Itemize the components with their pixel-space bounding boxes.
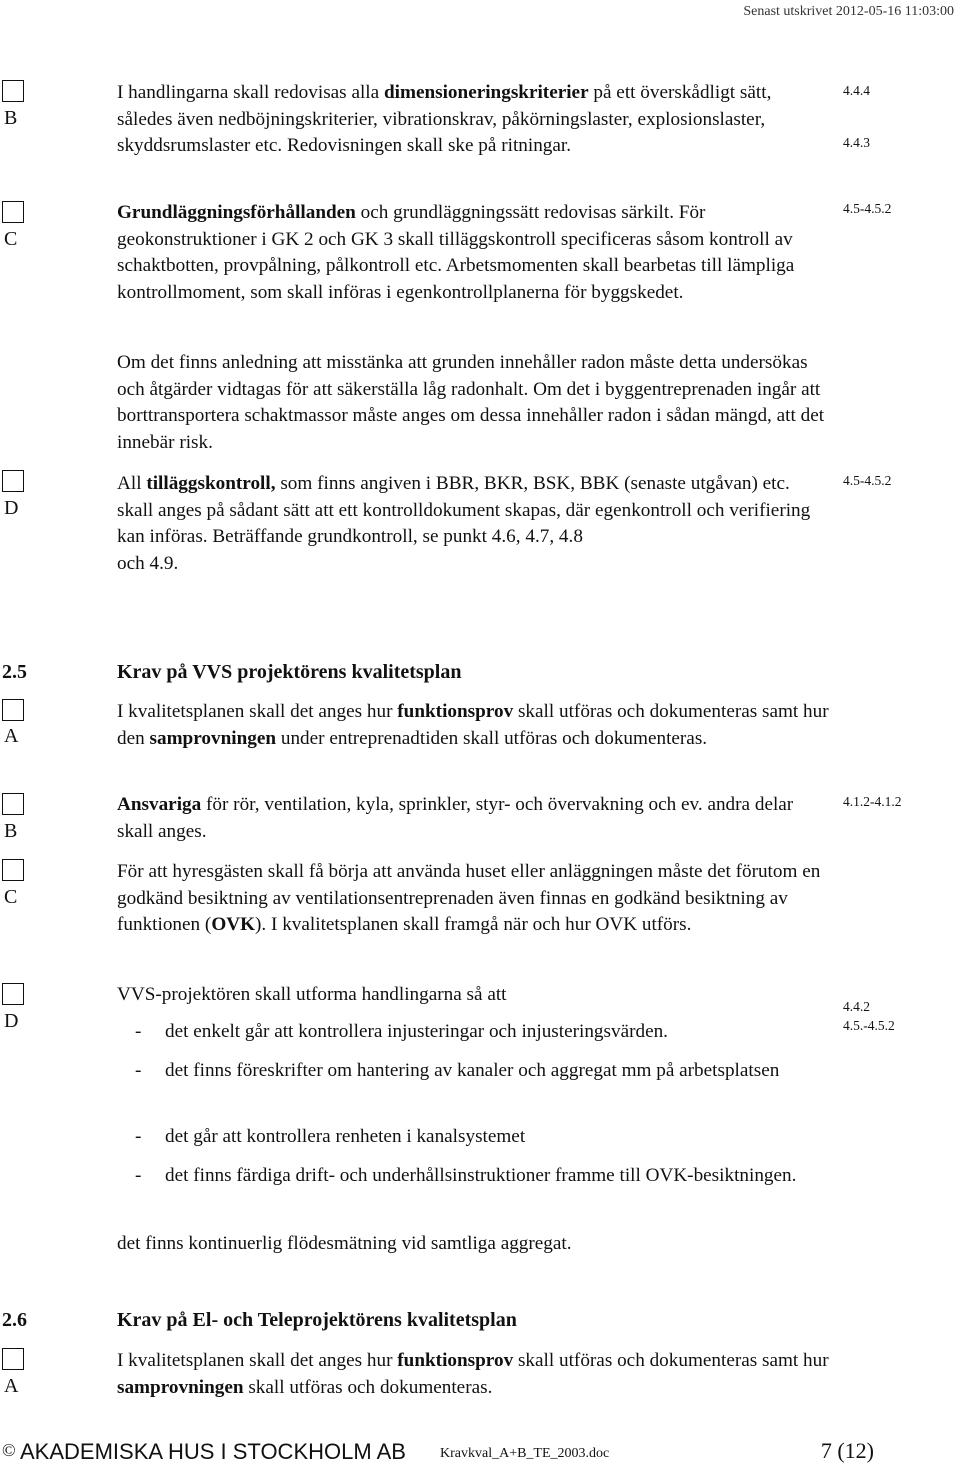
paragraph-flow-measurement: det finns kontinuerlig flödesmätning vid samtliga aggregat. [117, 1233, 572, 1254]
list-item: - det finns föreskrifter om hantering av kanaler och aggregat mm på arbetsplatsen [135, 1060, 780, 1081]
footer-document-name: Kravkval_A+B_TE_2003.doc [440, 1446, 610, 1461]
bold-term: funktionsprov [397, 701, 514, 722]
checkbox-letter-b: B [4, 820, 18, 842]
page-number: 7 (12) [820, 1438, 874, 1463]
reference-number: 4.4.4 [843, 83, 870, 98]
bold-term: Grundläggningsförhållanden [117, 202, 356, 223]
section-number: 2.6 [2, 1309, 27, 1331]
checkbox-letter-c: C [4, 886, 18, 908]
reference-number: 4.1.2-4.1.2 [843, 794, 902, 809]
copyright-icon: © [2, 1440, 16, 1460]
reference-number: 4.5-4.5.2 [843, 473, 892, 488]
paragraph-ovk: För att hyresgästen skall få börja att använda huset eller anläggningen måste det förutom en godkänd besiktning av ventilationsentreprenaden även finnas en godkänd besiktning av funktionen (OVK). I kvalitetsplanen skall framgå när och hur OVK utförs. [117, 861, 821, 936]
reference-number: 4.5.-4.5.2 [843, 1018, 895, 1033]
reference-number: 4.4.2 [843, 999, 870, 1014]
section-number: 2.5 [2, 661, 27, 683]
bold-term: OVK [211, 914, 256, 936]
reference-number: 4.4.3 [843, 135, 870, 150]
bold-term: tilläggskontroll, [146, 473, 276, 494]
list-item: - det finns färdiga drift- och underhållsinstruktioner framme till OVK-besiktningen. [135, 1165, 797, 1186]
checkbox-c[interactable] [2, 859, 24, 881]
paragraph-vvs-intro: VVS-projektören skall utforma handlingarna så att [117, 984, 507, 1005]
checkbox-c[interactable] [2, 201, 24, 223]
checkbox-a[interactable] [2, 699, 24, 721]
paragraph-foundation: Grundläggningsförhållanden och grundläggningssätt redovisas särkilt. För geokonstruktioner i GK 2 och GK 3 skall tilläggskontroll specificeras såsom kontroll av schaktbotten, provpålning, pålkontroll etc. Arbetsmomenten skall bearbetas till lämpliga kontrollmoment, som skall införas i egenkontrollplanerna för byggskedet. [117, 202, 795, 304]
checkbox-letter-d: D [4, 1010, 19, 1032]
paragraph-additional-control: All tilläggskontroll, som finns angiven i BBR, BKR, BSK, BBK (senaste utgåvan) etc. skall anges på sådant sätt att ett kontrolldokument skapas, där egenkontroll och verifiering kan införas. Beträffande grundkontroll, se punkt 4.6, 4.7, 4.8 och 4.9. [117, 473, 811, 575]
list-item: - det enkelt går att kontrollera injusteringar och injusteringsvärden. [135, 1021, 668, 1042]
checkbox-b[interactable] [2, 793, 24, 815]
paragraph-el-quality-plan: I kvalitetsplanen skall det anges hur funktionsprov skall utföras och dokumenteras samt hur samprovningen skall utföras och dokumenteras. [117, 1350, 829, 1398]
checkbox-letter-d: D [4, 497, 19, 519]
section-title: Krav på El- och Teleprojektörens kvalitetsplan [117, 1309, 517, 1331]
paragraph-dimensioning: I handlingarna skall redovisas alla dimensioneringskriterier på ett överskådligt sätt, således även nedböjningskriterier, vibrationskrav, påkörningslaster, explosionslaster, skyddsrumslaster etc. Redovisningen skall ske på ritningar. [117, 82, 772, 157]
bold-term: Ansvariga [117, 794, 202, 815]
checkbox-d[interactable] [2, 470, 24, 492]
checkbox-letter-c: C [4, 228, 18, 250]
paragraph-radon: Om det finns anledning att misstänka att grunden innehåller radon måste detta undersökas och åtgärder vidtagas för att säkerställa låg radonhalt. Om det i byggentreprenaden ingår att borttransportera schaktmassor måste anges om dessa innehåller radon i sådan mängd, att det innebär risk. [117, 352, 825, 454]
paragraph-vvs-quality-plan: I kvalitetsplanen skall det anges hur funktionsprov skall utföras och dokumenteras samt hur den samprovningen under entreprenadtiden skall utföras och dokumenteras. [117, 701, 829, 749]
paragraph-responsibles: Ansvariga för rör, ventilation, kyla, sprinkler, styr- och övervakning och ev. andra delar skall anges. [117, 794, 794, 842]
bold-term: funktionsprov [397, 1350, 514, 1371]
bold-term: dimensioneringskriterier [383, 82, 589, 103]
section-title: Krav på VVS projektörens kvalitetsplan [117, 661, 462, 683]
footer-organization: AKADEMISKA HUS I STOCKHOLM AB [20, 1439, 406, 1464]
checkbox-a[interactable] [2, 1348, 24, 1370]
bold-term: samprovningen [117, 1376, 244, 1398]
checkbox-letter-b: B [4, 107, 18, 129]
checkbox-letter-a: A [4, 1375, 19, 1397]
bold-term: samprovningen [149, 727, 277, 749]
list-item: - det går att kontrollera renheten i kanalsystemet [135, 1126, 526, 1147]
checkbox-b[interactable] [2, 80, 24, 102]
checkbox-letter-a: A [4, 725, 19, 747]
checkbox-d[interactable] [2, 983, 24, 1005]
print-date: Senast utskrivet 2012-05-16 11:03:00 [743, 4, 954, 19]
reference-number: 4.5-4.5.2 [843, 201, 892, 216]
